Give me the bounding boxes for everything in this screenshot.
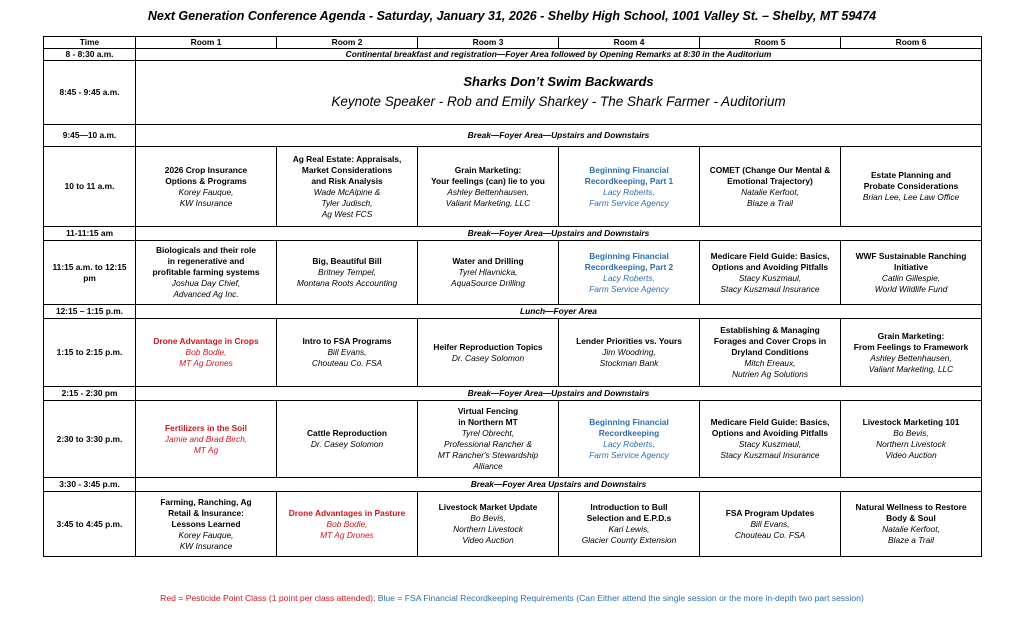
session-speaker: Dr. Casey Solomon (451, 352, 525, 363)
session-title: Farming, Ranching, Ag (160, 496, 252, 507)
session-title: Medicare Field Guide: Basics, (710, 417, 830, 427)
session-title: Options and Avoiding Pitfalls (711, 428, 829, 438)
session-speaker: Natalie Kerfoot, (882, 524, 940, 534)
session-title: Establishing & Managing (720, 325, 820, 335)
table-row (44, 61, 982, 125)
session-title: Natural Wellness to Restore (855, 502, 967, 512)
session-cell (418, 241, 559, 305)
time-cell: 2:15 - 2:30 pm (44, 387, 136, 401)
table-row (44, 49, 982, 61)
session-title: Initiative (894, 261, 928, 272)
break-cell: Break—Foyer Area Upstairs and Downstairs (136, 478, 982, 492)
header-time: Time (44, 37, 136, 49)
session-title: Cattle Reproduction (306, 428, 388, 438)
time-cell: 3:45 to 4:45 p.m. (44, 492, 136, 557)
session-title: Lessons Learned (171, 518, 241, 529)
table-row (44, 401, 982, 478)
session-speaker: Farm Service Agency (589, 197, 669, 208)
session-title: Market Considerations (301, 164, 393, 175)
session-cell (841, 319, 982, 387)
session-speaker: Nutrien Ag Solutions (731, 369, 809, 379)
session-speaker: Advanced Ag Inc. (173, 289, 239, 299)
time-cell: 12:15 – 1:15 p.m. (44, 305, 136, 319)
session-speaker: Brian Lee, Lee Law Office (862, 192, 960, 202)
session-cell (700, 147, 841, 227)
session-speaker: Natalie Kerfoot, (741, 186, 799, 197)
session-title: Recordkeeping (598, 428, 660, 438)
session-speaker: Catlin Gillespie, (881, 272, 941, 283)
session-cell (700, 319, 841, 387)
session-cell (559, 492, 700, 557)
session-title: profitable farming systems (152, 267, 260, 277)
session-title: Medicare Field Guide: Basics, (710, 250, 830, 261)
session-speaker: Dr. Casey Solomon (310, 439, 384, 449)
session-speaker: Lacy Roberts, (603, 186, 655, 197)
table-row (44, 125, 982, 147)
session-title: Recordkeeping, Part 2 (584, 261, 674, 272)
session-title: Selection and E.P.D.s (586, 513, 672, 523)
session-title: From Feelings to Framework (853, 341, 969, 352)
session-speaker: Britney Tempel, (318, 267, 376, 277)
session-speaker: Stacy Kuszmaul Insurance (720, 283, 820, 294)
session-speaker: Wade McAlpine & (313, 186, 381, 197)
session-speaker: Alliance (473, 461, 503, 471)
session-title: 2026 Crop Insurance (164, 164, 248, 175)
time-cell: 1:15 to 2:15 p.m. (44, 319, 136, 387)
agenda-table (43, 36, 982, 557)
session-speaker: MT Ag Drones (320, 529, 374, 540)
session-cell (418, 492, 559, 557)
table-row (44, 319, 982, 387)
session-cell (700, 492, 841, 557)
session-cell (559, 319, 700, 387)
legend-red: Red = Pesticide Point Class (1 point per class attended); (160, 593, 376, 603)
session-cell (136, 492, 277, 557)
session-cell (277, 147, 418, 227)
session-speaker: Lacy Roberts, (603, 272, 655, 283)
session-speaker: Stacy Kuszmaul, (738, 272, 802, 283)
session-cell (841, 241, 982, 305)
session-title: Livestock Market Update (438, 502, 538, 512)
table-row (44, 478, 982, 492)
session-title: Biologicals and their role (155, 245, 257, 255)
session-title: Fertilizers in the Soil (165, 422, 247, 433)
session-title: Introduction to Bull (590, 502, 668, 512)
break-cell: Break—Foyer Area—Upstairs and Downstairs (136, 387, 982, 401)
session-title: Options and Avoiding Pitfalls (711, 261, 829, 272)
header-room-4: Room 4 (559, 37, 700, 49)
session-title: Retail & Insurance: (168, 507, 244, 518)
break-cell: Continental breakfast and registration—Foyer Area followed by Opening Remarks at 8:30 in the Auditorium (136, 49, 982, 61)
session-title: Beginning Financial (589, 250, 669, 261)
session-speaker: Korey Fauque, (178, 529, 234, 540)
session-cell (418, 319, 559, 387)
table-row (44, 147, 982, 227)
header-room-5: Room 5 (700, 37, 841, 49)
header-room-6: Room 6 (841, 37, 982, 49)
session-title: Probate Considerations (863, 181, 959, 191)
session-speaker: Blaze a Trail (888, 535, 934, 545)
table-row (44, 305, 982, 319)
session-speaker: Bo Bevis, (470, 513, 506, 523)
session-cell (277, 401, 418, 478)
keynote-cell (136, 61, 982, 125)
header-row (44, 37, 982, 49)
session-title: Drone Advantage in Crops (153, 336, 259, 346)
session-title: in Northern MT (458, 417, 518, 427)
session-title: Forages and Cover Crops in (713, 336, 827, 346)
session-title: Beginning Financial (589, 164, 669, 175)
session-speaker: Stacy Kuszmaul, (738, 439, 802, 449)
session-speaker: Chouteau Co. FSA (311, 358, 383, 368)
session-speaker: KW Insurance (179, 197, 233, 208)
session-title: Water and Drilling (452, 256, 524, 266)
session-title: Big, Beautiful Bill (312, 256, 382, 266)
session-speaker: MT Ag Drones (179, 358, 233, 368)
session-speaker: Bill Evans, (750, 518, 790, 529)
session-speaker: Ashley Bettenhausen, (870, 352, 952, 363)
session-title: Body & Soul (886, 513, 936, 523)
session-cell (277, 492, 418, 557)
time-cell: 8:45 - 9:45 a.m. (44, 61, 136, 125)
agenda-body (44, 49, 982, 557)
session-title: Virtual Fencing (457, 406, 519, 416)
session-speaker: Bob Bodle, (185, 347, 227, 357)
session-speaker: Chouteau Co. FSA (734, 529, 806, 540)
session-speaker: Bo Bevis, (893, 428, 929, 438)
time-cell: 10 to 11 a.m. (44, 147, 136, 227)
session-speaker: Tyrel Hlavnicka, (458, 267, 518, 277)
session-speaker: Valiant Marketing, LLC (868, 363, 954, 374)
session-speaker: Professional Rancher & (444, 439, 532, 449)
page-title: Next Generation Conference Agenda - Saturday, January 31, 2026 - Shelby High School, 1001 Valley St. – Shelby, MT 59474 (147, 9, 877, 23)
session-speaker: Kari Lewis, (608, 524, 650, 534)
session-title: COMET (Change Our Mental & (709, 164, 831, 175)
session-title: Ag Real Estate: Appraisals, (292, 153, 402, 164)
session-cell (418, 147, 559, 227)
session-speaker: World Wildlife Fund (874, 283, 948, 294)
session-speaker: Tyler Judisch, (321, 197, 373, 208)
session-speaker: Mitch Ereaux, (744, 358, 796, 368)
time-cell: 9:45—10 a.m. (44, 125, 136, 147)
session-title: Recordkeeping, Part 1 (584, 175, 674, 186)
session-title: Heifer Reproduction Topics (433, 341, 543, 352)
session-title: Dryland Conditions (731, 347, 809, 357)
session-speaker: Jamie and Brad Birch, (164, 433, 248, 444)
session-speaker: Stockman Bank (599, 358, 659, 368)
header-room-3: Room 3 (418, 37, 559, 49)
session-cell (277, 319, 418, 387)
session-speaker: Lacy Roberts, (603, 439, 655, 449)
session-speaker: Northern Livestock (453, 524, 523, 534)
session-title: Drone Advantages in Pasture (288, 507, 406, 518)
legend-blue: Blue = FSA Financial Recordkeeping Requirements (Can Either attend the single session or the more in-depth two part session) (375, 593, 864, 603)
break-cell: Lunch—Foyer Area (136, 305, 982, 319)
time-cell: 11:15 a.m. to 12:15 pm (44, 241, 136, 305)
session-title: Emotional Trajectory) (727, 175, 813, 186)
table-row (44, 227, 982, 241)
header-room-2: Room 2 (277, 37, 418, 49)
session-speaker: KW Insurance (179, 540, 233, 551)
time-cell: 3:30 - 3:45 p.m. (44, 478, 136, 492)
session-speaker: Bob Bodle, (326, 518, 368, 529)
session-cell (136, 401, 277, 478)
session-title: FSA Program Updates (725, 507, 815, 518)
session-title: WWF Sustainable Ranching (855, 250, 967, 261)
time-cell: 11-11:15 am (44, 227, 136, 241)
session-title: Grain Marketing: (877, 330, 945, 341)
session-speaker: Bill Evans, (327, 347, 367, 357)
session-title: Livestock Marketing 101 (862, 417, 960, 427)
session-title: Beginning Financial (589, 417, 669, 427)
session-speaker: Blaze a Trail (747, 197, 793, 208)
session-speaker: MT Ag (193, 444, 219, 455)
session-cell (700, 401, 841, 478)
session-speaker: Ashley Bettenhausen, (447, 186, 529, 197)
table-row (44, 241, 982, 305)
session-cell (841, 492, 982, 557)
session-speaker: Ag West FCS (321, 208, 373, 219)
session-speaker: Video Auction (462, 535, 514, 545)
session-cell (700, 241, 841, 305)
break-cell: Break—Foyer Area—Upstairs and Downstairs (136, 227, 982, 241)
session-speaker: Farm Service Agency (589, 283, 669, 294)
session-cell (418, 401, 559, 478)
session-speaker: Tyrel Obrecht, (461, 428, 515, 438)
time-cell: 2:30 to 3:30 p.m. (44, 401, 136, 478)
session-cell (136, 319, 277, 387)
session-title: Grain Marketing: (454, 164, 522, 175)
break-cell: Break—Foyer Area—Upstairs and Downstairs (136, 125, 982, 147)
session-speaker: Jim Woodring, (602, 347, 656, 357)
session-cell (559, 147, 700, 227)
session-speaker: AquaSource Drilling (450, 278, 526, 288)
session-speaker: Glacier County Extension (581, 535, 677, 545)
session-cell (277, 241, 418, 305)
session-speaker: MT Rancher's Stewardship (437, 450, 539, 460)
session-title: in regenerative and (167, 256, 245, 266)
session-speaker: Video Auction (885, 450, 937, 460)
session-speaker: Northern Livestock (876, 439, 946, 449)
session-title: Intro to FSA Programs (302, 336, 392, 346)
keynote-title: Sharks Don’t Swim Backwards (463, 73, 654, 89)
session-title: Options & Programs (165, 175, 247, 186)
table-row (44, 492, 982, 557)
session-cell (136, 241, 277, 305)
legend-footer (0, 593, 1024, 603)
session-speaker: Montana Roots Accounting (296, 278, 398, 288)
session-speaker: Farm Service Agency (589, 450, 669, 460)
session-speaker: Stacy Kuszmaul Insurance (720, 450, 820, 460)
session-cell (559, 401, 700, 478)
session-title: and Risk Analysis (311, 175, 383, 186)
session-speaker: Joshua Day Chief, (171, 278, 241, 288)
session-cell (841, 401, 982, 478)
session-cell (841, 147, 982, 227)
session-title: Estate Planning and (870, 170, 952, 180)
session-cell (559, 241, 700, 305)
session-cell (136, 147, 277, 227)
session-title: Your feelings (can) lie to you (431, 175, 545, 186)
header-room-1: Room 1 (136, 37, 277, 49)
session-speaker: Korey Fauque, (178, 186, 234, 197)
session-speaker: Valiant Marketing, LLC (445, 197, 531, 208)
table-row (44, 387, 982, 401)
time-cell: 8 - 8:30 a.m. (44, 49, 136, 61)
keynote-subtitle: Keynote Speaker - Rob and Emily Sharkey - The Shark Farmer - Auditorium (331, 93, 786, 109)
session-title: Lender Priorities vs. Yours (576, 336, 682, 346)
